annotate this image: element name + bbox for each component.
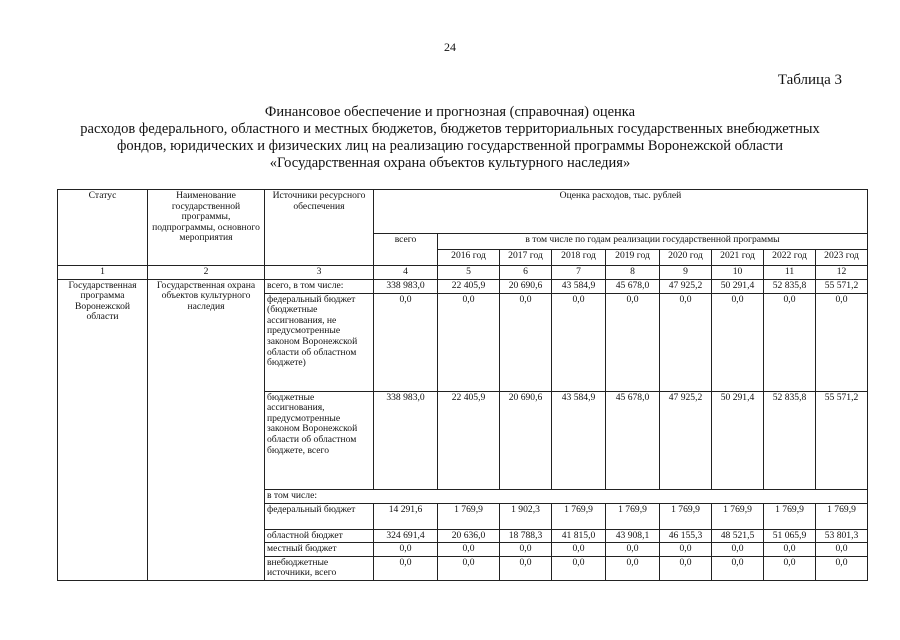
column-number: 9 [660, 266, 712, 280]
year-value-cell: 0,0 [500, 556, 552, 580]
year-value-cell: 51 065,9 [764, 529, 816, 543]
year-value-cell: 0,0 [816, 543, 868, 557]
year-value-cell: 0,0 [606, 543, 660, 557]
column-number: 2 [148, 266, 265, 280]
year-value-cell: 47 925,2 [660, 391, 712, 489]
source-cell: всего, в том числе: [265, 279, 374, 293]
year-value-cell: 20 690,6 [500, 391, 552, 489]
header-year: 2021 год [712, 250, 764, 266]
total-value-cell: 338 983,0 [374, 391, 438, 489]
header-year: 2022 год [764, 250, 816, 266]
header-year: 2023 год [816, 250, 868, 266]
year-value-cell: 52 835,8 [764, 279, 816, 293]
year-value-cell: 0,0 [764, 543, 816, 557]
year-value-cell: 0,0 [552, 543, 606, 557]
table-label: Таблица 3 [777, 72, 842, 88]
column-number: 5 [438, 266, 500, 280]
status-cell: Государственная программа Воронежской области [58, 279, 148, 580]
year-value-cell: 43 584,9 [552, 391, 606, 489]
year-value-cell: 0,0 [712, 293, 764, 391]
title-line: расходов федерального, областного и местных бюджетов, бюджетов территориальных государственных внебюджетных [80, 121, 820, 137]
year-value-cell: 18 788,3 [500, 529, 552, 543]
source-cell: в том числе: [265, 489, 868, 503]
year-value-cell: 1 902,3 [500, 503, 552, 529]
source-cell: внебюджетные источники, всего [265, 556, 374, 580]
year-value-cell: 22 405,9 [438, 391, 500, 489]
column-number: 11 [764, 266, 816, 280]
header-estimate: Оценка расходов, тыс. рублей [374, 190, 868, 234]
year-value-cell: 1 769,9 [438, 503, 500, 529]
header-name: Наименование государственной программы, подпрограммы, основного мероприятия [148, 190, 265, 266]
header-year: 2017 год [500, 250, 552, 266]
year-value-cell: 45 678,0 [606, 279, 660, 293]
year-value-cell: 0,0 [816, 556, 868, 580]
year-value-cell: 0,0 [606, 556, 660, 580]
total-value-cell: 324 691,4 [374, 529, 438, 543]
year-value-cell: 0,0 [712, 556, 764, 580]
total-value-cell: 338 983,0 [374, 279, 438, 293]
year-value-cell: 0,0 [500, 293, 552, 391]
year-value-cell: 55 571,2 [816, 279, 868, 293]
document-title [0, 104, 900, 172]
column-number: 12 [816, 266, 868, 280]
year-value-cell: 41 815,0 [552, 529, 606, 543]
total-value-cell: 14 291,6 [374, 503, 438, 529]
year-value-cell: 0,0 [438, 556, 500, 580]
total-value-cell: 0,0 [374, 556, 438, 580]
year-value-cell: 48 521,5 [712, 529, 764, 543]
year-value-cell: 0,0 [552, 293, 606, 391]
year-value-cell: 0,0 [660, 293, 712, 391]
year-value-cell: 0,0 [816, 293, 868, 391]
header-total: всего [374, 234, 438, 266]
column-number: 4 [374, 266, 438, 280]
year-value-cell: 50 291,4 [712, 279, 764, 293]
year-value-cell: 1 769,9 [606, 503, 660, 529]
year-value-cell: 20 636,0 [438, 529, 500, 543]
source-cell: областной бюджет [265, 529, 374, 543]
program-name-cell: Государственная охрана объектов культурного наследия [148, 279, 265, 580]
year-value-cell: 47 925,2 [660, 279, 712, 293]
year-value-cell: 1 769,9 [816, 503, 868, 529]
year-value-cell: 46 155,3 [660, 529, 712, 543]
table-row [58, 279, 868, 293]
header-year: 2016 год [438, 250, 500, 266]
header-year: 2020 год [660, 250, 712, 266]
year-value-cell: 0,0 [500, 543, 552, 557]
year-value-cell: 1 769,9 [712, 503, 764, 529]
year-value-cell: 0,0 [660, 556, 712, 580]
year-value-cell: 43 584,9 [552, 279, 606, 293]
year-value-cell: 1 769,9 [764, 503, 816, 529]
header-by-years: в том числе по годам реализации государственной программы [438, 234, 868, 250]
column-number: 6 [500, 266, 552, 280]
year-value-cell: 55 571,2 [816, 391, 868, 489]
year-value-cell: 45 678,0 [606, 391, 660, 489]
year-value-cell: 0,0 [438, 293, 500, 391]
total-value-cell: 0,0 [374, 543, 438, 557]
year-value-cell: 53 801,3 [816, 529, 868, 543]
year-value-cell: 1 769,9 [660, 503, 712, 529]
year-value-cell: 0,0 [764, 293, 816, 391]
year-value-cell: 0,0 [438, 543, 500, 557]
year-value-cell: 20 690,6 [500, 279, 552, 293]
year-value-cell: 22 405,9 [438, 279, 500, 293]
year-value-cell: 50 291,4 [712, 391, 764, 489]
header-status: Статус [58, 190, 148, 266]
header-year: 2018 год [552, 250, 606, 266]
year-value-cell: 0,0 [712, 543, 764, 557]
column-number: 8 [606, 266, 660, 280]
column-number: 7 [552, 266, 606, 280]
column-number: 1 [58, 266, 148, 280]
year-value-cell: 0,0 [764, 556, 816, 580]
page-number: 24 [444, 40, 456, 54]
source-cell: федеральный бюджет [265, 503, 374, 529]
year-value-cell: 0,0 [606, 293, 660, 391]
source-cell: федеральный бюджет (бюджетные ассигнования, не предусмотренные законом Воронежской области об областном бюджете) [265, 293, 374, 391]
source-cell: местный бюджет [265, 543, 374, 557]
year-value-cell: 52 835,8 [764, 391, 816, 489]
title-line: «Государственная охрана объектов культурного наследия» [269, 155, 631, 171]
header-year: 2019 год [606, 250, 660, 266]
year-value-cell: 1 769,9 [552, 503, 606, 529]
year-value-cell: 0,0 [660, 543, 712, 557]
title-line: фондов, юридических и физических лиц на реализацию государственной программы Воронежской области [116, 138, 784, 154]
year-value-cell: 0,0 [552, 556, 606, 580]
source-cell: бюджетные ассигнования, предусмотренные законом Воронежской области об областном бюджете, всего [265, 391, 374, 489]
column-number: 3 [265, 266, 374, 280]
finance-table [57, 189, 868, 581]
header-sources: Источники ресурсного обеспечения [265, 190, 374, 266]
total-value-cell: 0,0 [374, 293, 438, 391]
column-number: 10 [712, 266, 764, 280]
title-line: Финансовое обеспечение и прогнозная (справочная) оценка [264, 104, 636, 120]
year-value-cell: 43 908,1 [606, 529, 660, 543]
